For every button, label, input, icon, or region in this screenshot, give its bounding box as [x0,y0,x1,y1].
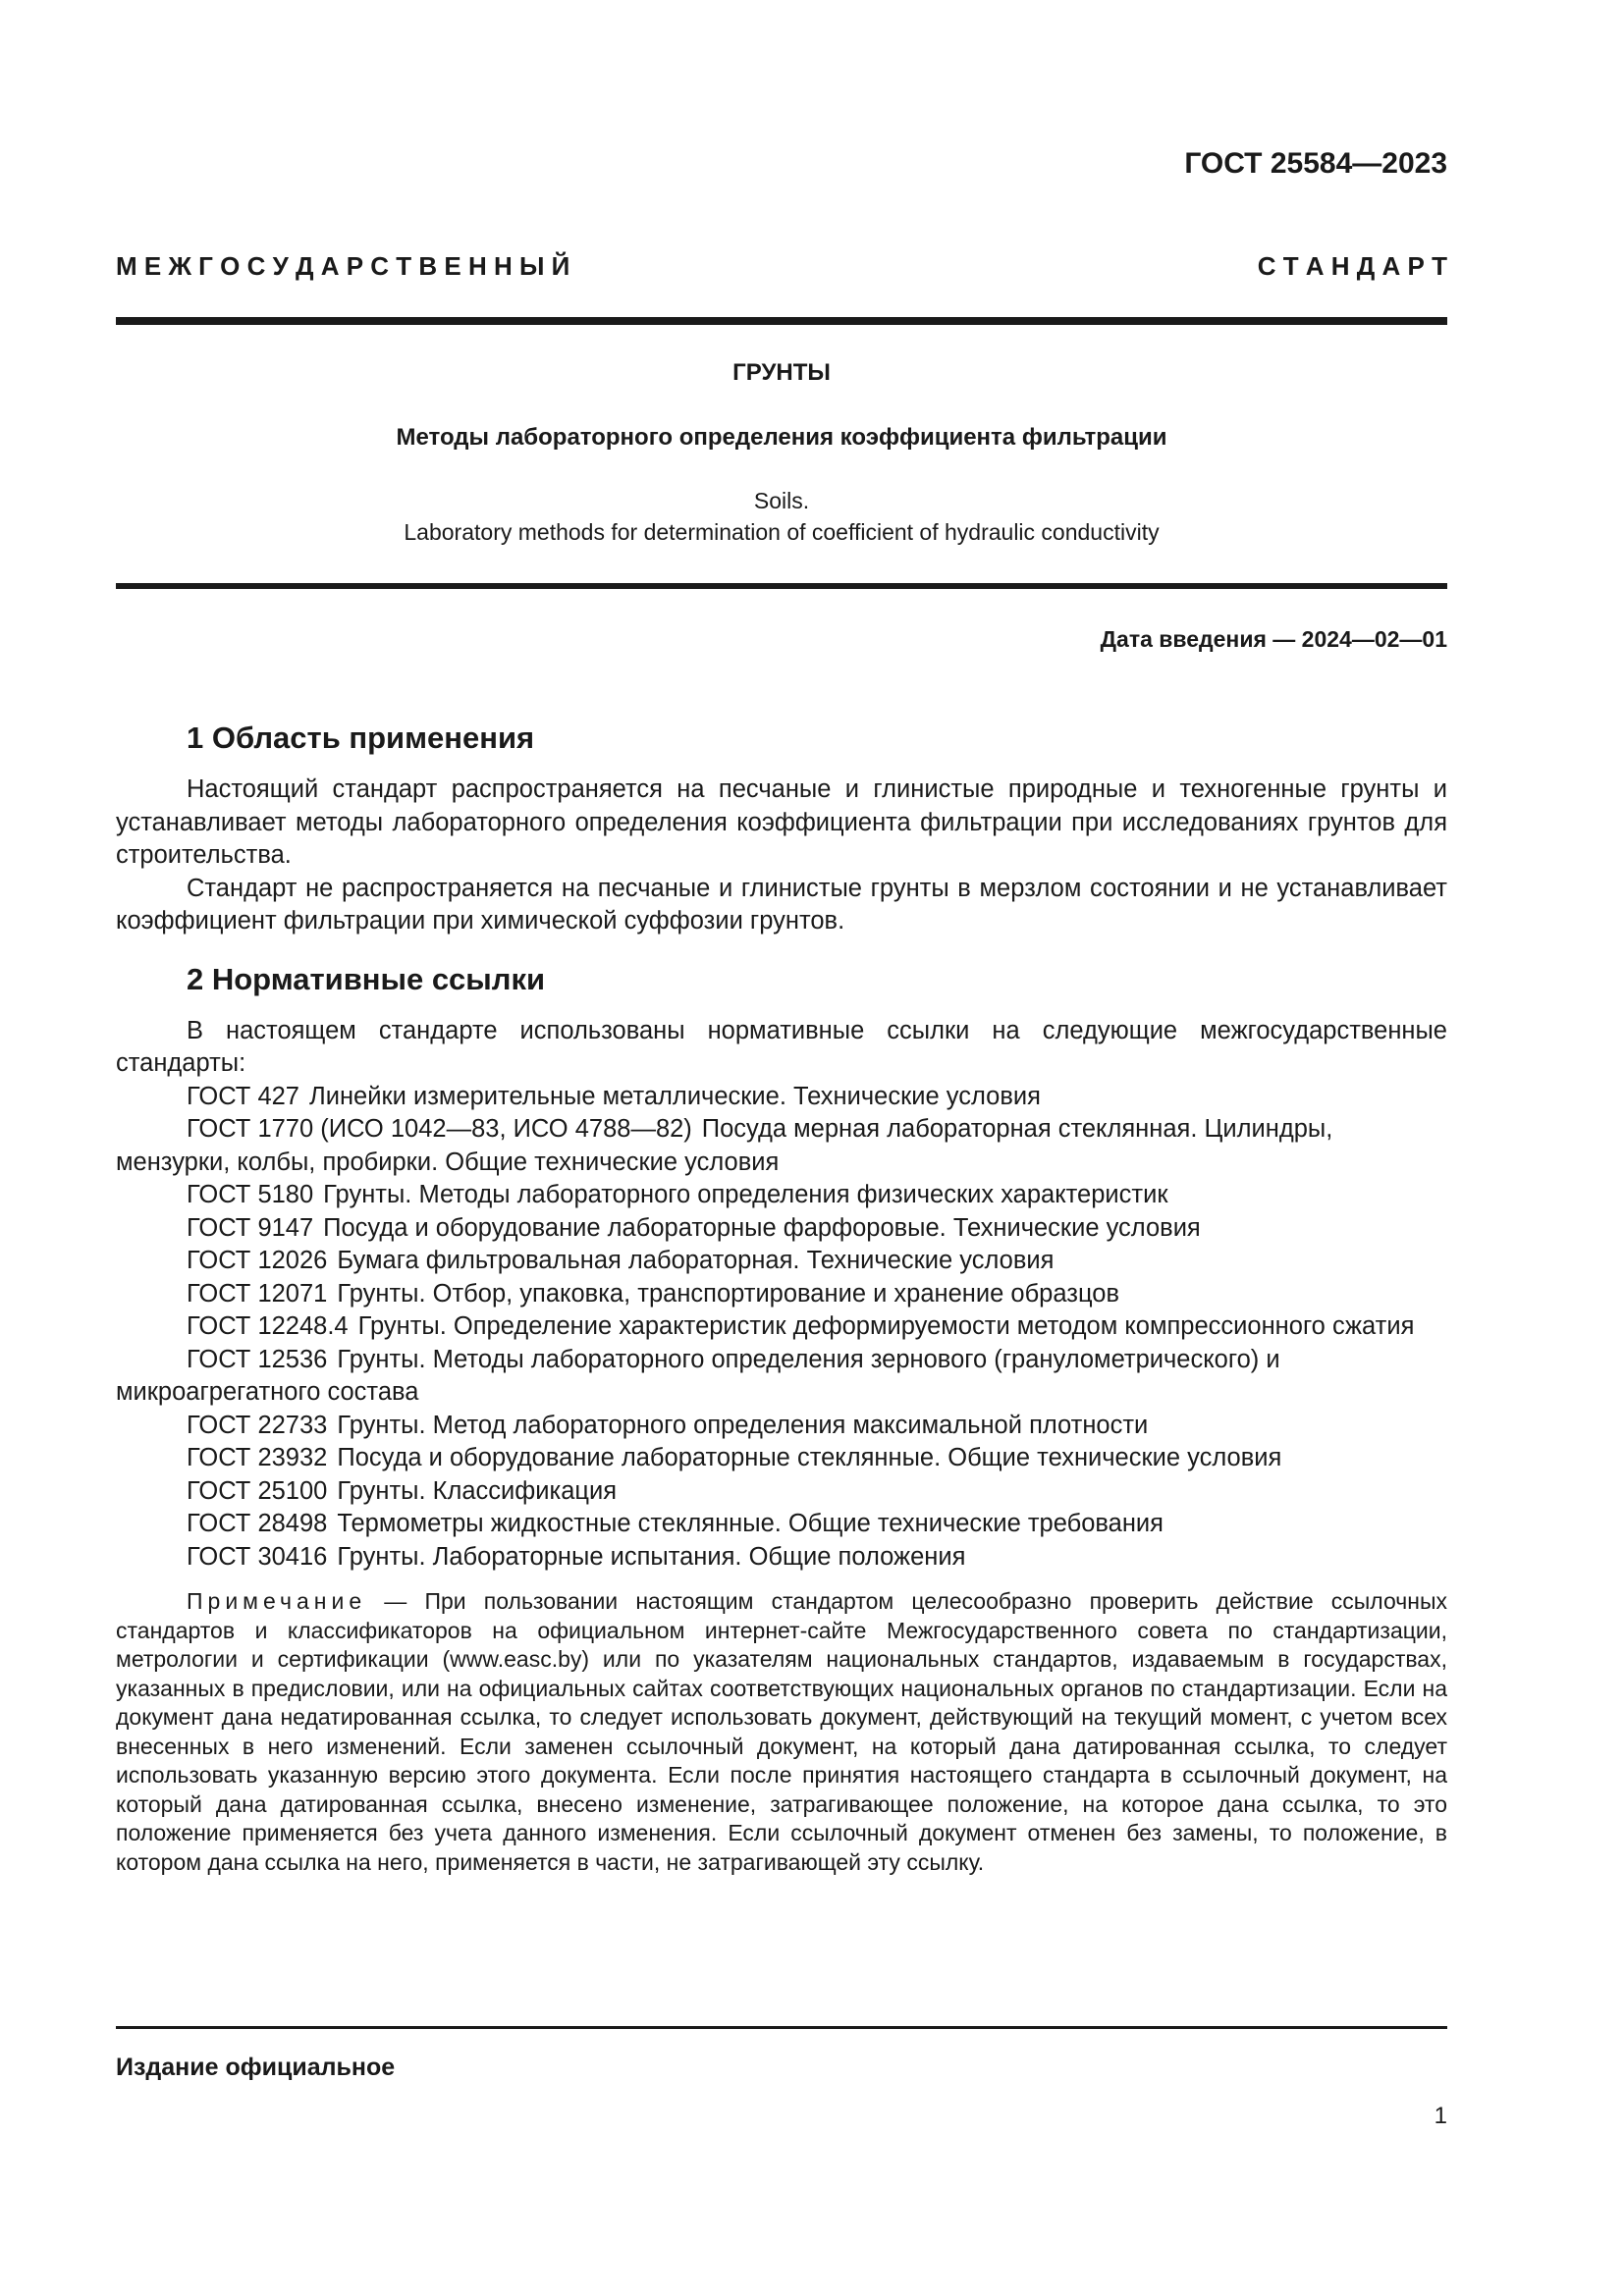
english-title-line2: Laboratory methods for determination of coefficient of hydraulic conductivity [404,519,1160,545]
edition-label: Издание официальное [116,2054,396,2081]
reference-title: Посуда мерная лабораторная стеклянная. Цилиндры, мензурки, колбы, пробирки. Общие технические условия [116,1115,1333,1176]
top-divider [116,317,1447,325]
reference-item [116,1410,1447,1443]
reference-title: Грунты. Методы лабораторного определения зернового (гранулометрического) и микроагрегатного состава [116,1345,1280,1406]
document-body [116,717,1447,1877]
reference-title: Грунты. Классификация [337,1476,618,1505]
reference-title: Грунты. Лабораторные испытания. Общие положения [337,1542,966,1571]
reference-item [116,1081,1447,1114]
reference-title: Грунты. Отбор, упаковка, транспортирование и хранение образцов [337,1279,1119,1308]
section-2-intro: В настоящем стандарте использованы нормативные ссылки на следующие межгосударственные стандарты: [116,1016,1447,1077]
reference-code: ГОСТ 1770 (ИСО 1042—83, ИСО 4788—82) [187,1115,692,1143]
standard-type-right: С Т А Н Д А Р Т [1257,251,1447,281]
reference-item [116,1344,1447,1410]
reference-code: ГОСТ 9147 [187,1213,314,1242]
note-text: — При пользовании настоящим стандартом целесообразно проверить действие ссылочных стандартов и классификаторов на официальном интернет-сайте Межгосударственного совета по стандартизации, метрологии и сертификации (www.easc.by) или по указателям национальных стандартов, издаваемым в государствах, указанных в предисловии, или на официальных сайтах соответствующих национальных органов по стандартизации. Если на документ дана недатированная ссылка, то следует использовать документ, действующий на текущий момент, с учетом всех внесенных в него изменений. Если заменен ссылочный документ, на который дана датированная ссылка, то следует использовать указанную версию этого документа. Если после принятия настоящего стандарта в ссылочный документ, на который дана датированная ссылка, внесено изменение, затрагивающее положение, на которое дана ссылка, то это положение применяется без учета данного изменения. Если ссылочный документ отменен без замены, то положение, в котором дана ссылка на него, применяется в части, не затрагивающей эту ссылку. [116,1588,1447,1875]
introduction-date: Дата введения — 2024—02—01 [1100,626,1447,652]
page-number: 1 [1434,2103,1447,2129]
section-2-heading: 2 Нормативные ссылки [187,961,546,996]
reference-code: ГОСТ 12248.4 [187,1312,349,1340]
document-subtitle: Методы лабораторного определения коэффициента фильтрации [396,424,1167,451]
title-divider [116,583,1447,589]
note-paragraph [116,1587,1447,1877]
reference-item [116,1113,1447,1179]
section-1-paragraph-1: Настоящий стандарт распространяется на песчаные и глинистые природные и техногенные грунты и устанавливает методы лабораторного определения коэффициента фильтрации при исследованиях грунтов для строительства. [116,775,1447,869]
reference-code: ГОСТ 427 [187,1082,299,1110]
reference-code: ГОСТ 12026 [187,1247,328,1274]
reference-title: Линейки измерительные металлические. Технические условия [309,1082,1041,1110]
document-title: ГРУНТЫ [732,359,831,386]
standard-type-left: М Е Ж Г О С У Д А Р С Т В Е Н Н Ы Й [116,251,570,281]
reference-code: ГОСТ 25100 [187,1476,328,1505]
english-title [116,485,1447,548]
reference-item [116,1475,1447,1509]
reference-item [116,1179,1447,1212]
reference-code: ГОСТ 12071 [187,1279,328,1308]
reference-code: ГОСТ 22733 [187,1411,328,1439]
reference-title: Грунты. Определение характеристик деформируемости методом компрессионного сжатия [357,1312,1415,1340]
reference-title: Посуда и оборудование лабораторные фарфоровые. Технические условия [323,1213,1201,1242]
reference-title: Грунты. Метод лабораторного определения максимальной плотности [337,1411,1149,1439]
reference-code: ГОСТ 5180 [187,1181,314,1208]
footer-divider [116,2026,1447,2029]
reference-item [116,1245,1447,1278]
reference-title: Термометры жидкостные стеклянные. Общие технические требования [337,1510,1164,1537]
reference-item [116,1278,1447,1311]
section-1-paragraph-2: Стандарт не распространяется на песчаные и глинистые грунты в мерзлом состоянии и не устанавливает коэффициент фильтрации при химической суффозии грунтов. [116,874,1447,934]
reference-item [116,1310,1447,1344]
reference-code: ГОСТ 23932 [187,1444,328,1471]
reference-item [116,1212,1447,1246]
section-1-heading: 1 Область применения [187,721,535,755]
reference-code: ГОСТ 12536 [187,1345,328,1373]
reference-list [116,1081,1447,1575]
reference-item [116,1541,1447,1575]
reference-title: Посуда и оборудование лабораторные стеклянные. Общие технические условия [337,1444,1282,1471]
reference-title: Бумага фильтровальная лабораторная. Технические условия [337,1247,1055,1274]
reference-title: Грунты. Методы лабораторного определения физических характеристик [323,1181,1168,1208]
reference-item [116,1508,1447,1541]
document-id: ГОСТ 25584—2023 [1184,147,1447,180]
note-label: Примечание [187,1588,367,1614]
reference-code: ГОСТ 28498 [187,1510,328,1537]
english-title-line1: Soils. [753,488,810,513]
reference-item [116,1442,1447,1475]
standard-type-banner [116,251,1447,282]
reference-code: ГОСТ 30416 [187,1542,328,1571]
